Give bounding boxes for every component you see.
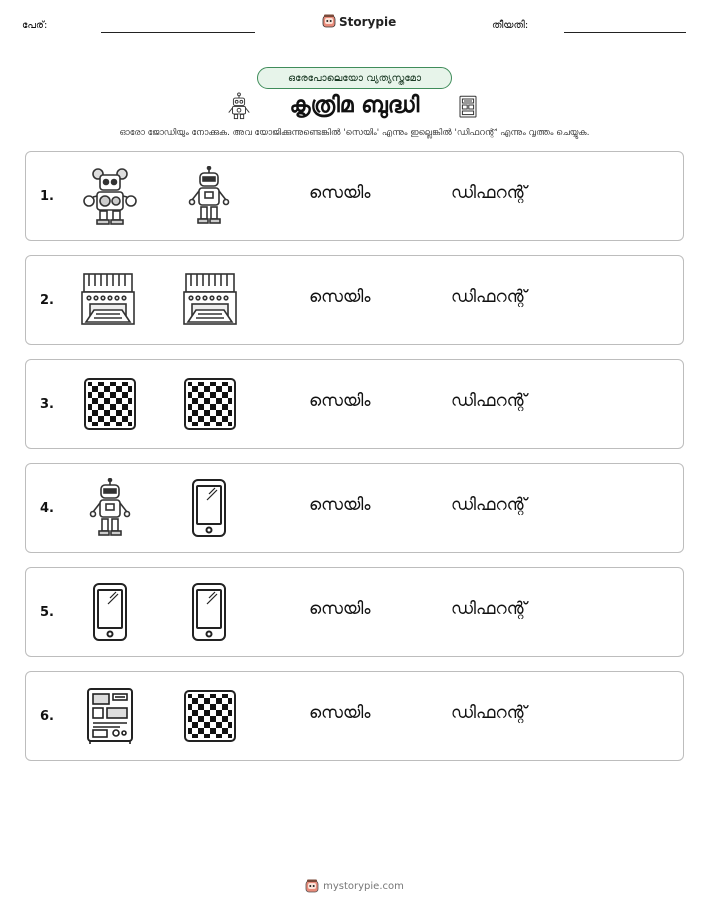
smartphone-icon <box>179 582 239 642</box>
worksheet-type-badge: ഒരേപോലെയോ വ്യത്യസ്തമോ <box>257 67 452 89</box>
option-same[interactable]: സെയിം <box>309 495 371 515</box>
row-number: 1. <box>40 189 54 204</box>
date-label: തീയതി: <box>492 20 529 31</box>
storypie-mascot-icon <box>305 879 319 894</box>
row-number: 2. <box>40 293 54 308</box>
storypie-mascot-icon <box>322 14 336 29</box>
option-different[interactable]: ഡിഫറന്റ് <box>451 183 527 203</box>
option-same[interactable]: സെയിം <box>309 599 371 619</box>
robot-simple-icon <box>80 478 140 538</box>
option-different[interactable]: ഡിഫറന്റ് <box>451 391 527 411</box>
checkerboard-icon <box>180 686 240 746</box>
server-rack-icon <box>456 92 480 126</box>
option-different[interactable]: ഡിഫറന്റ് <box>451 703 527 723</box>
question-row-1 <box>25 151 684 241</box>
page-title: കൃത്രിമ ബുദ്ധി <box>289 93 420 118</box>
printer-machine-icon <box>180 270 240 330</box>
question-row-6 <box>25 671 684 761</box>
checkerboard-icon <box>80 374 140 434</box>
name-label: പേര്: <box>22 20 48 31</box>
option-same[interactable]: സെയിം <box>309 391 371 411</box>
row-number: 4. <box>40 501 54 516</box>
row-number: 6. <box>40 709 54 724</box>
robot-simple-icon <box>179 166 239 226</box>
name-field-line[interactable] <box>101 32 255 33</box>
title-row <box>0 90 709 124</box>
smartphone-icon <box>80 582 140 642</box>
robot-gears-icon <box>80 166 140 226</box>
option-different[interactable]: ഡിഫറന്റ് <box>451 495 527 515</box>
footer-url[interactable]: mystorypie.com <box>323 881 404 892</box>
brand-logo <box>322 14 396 29</box>
instructions: ഓരോ ജോഡിയും നോക്കുക. അവ യോജിക്കുന്നുണ്ടെങ്കിൽ 'സെയിം' എന്നും ഇല്ലെങ്കിൽ 'ഡിഫറന്റ്' എന്നും വൃത്തം ചെയ്യുക. <box>119 128 590 138</box>
option-different[interactable]: ഡിഫറന്റ് <box>451 287 527 307</box>
printer-machine-icon <box>78 270 138 330</box>
row-number: 5. <box>40 605 54 620</box>
footer <box>0 879 709 894</box>
option-same[interactable]: സെയിം <box>309 703 371 723</box>
checkerboard-icon <box>180 374 240 434</box>
question-row-3 <box>25 359 684 449</box>
option-different[interactable]: ഡിഫറന്റ് <box>451 599 527 619</box>
brand-name: Storypie <box>339 14 397 29</box>
date-field-line[interactable] <box>564 32 686 33</box>
option-same[interactable]: സെയിം <box>309 287 371 307</box>
circuit-board-icon <box>80 686 140 746</box>
question-row-4 <box>25 463 684 553</box>
question-row-5 <box>25 567 684 657</box>
question-row-2 <box>25 255 684 345</box>
row-number: 3. <box>40 397 54 412</box>
smartphone-icon <box>179 478 239 538</box>
option-same[interactable]: സെയിം <box>309 183 371 203</box>
